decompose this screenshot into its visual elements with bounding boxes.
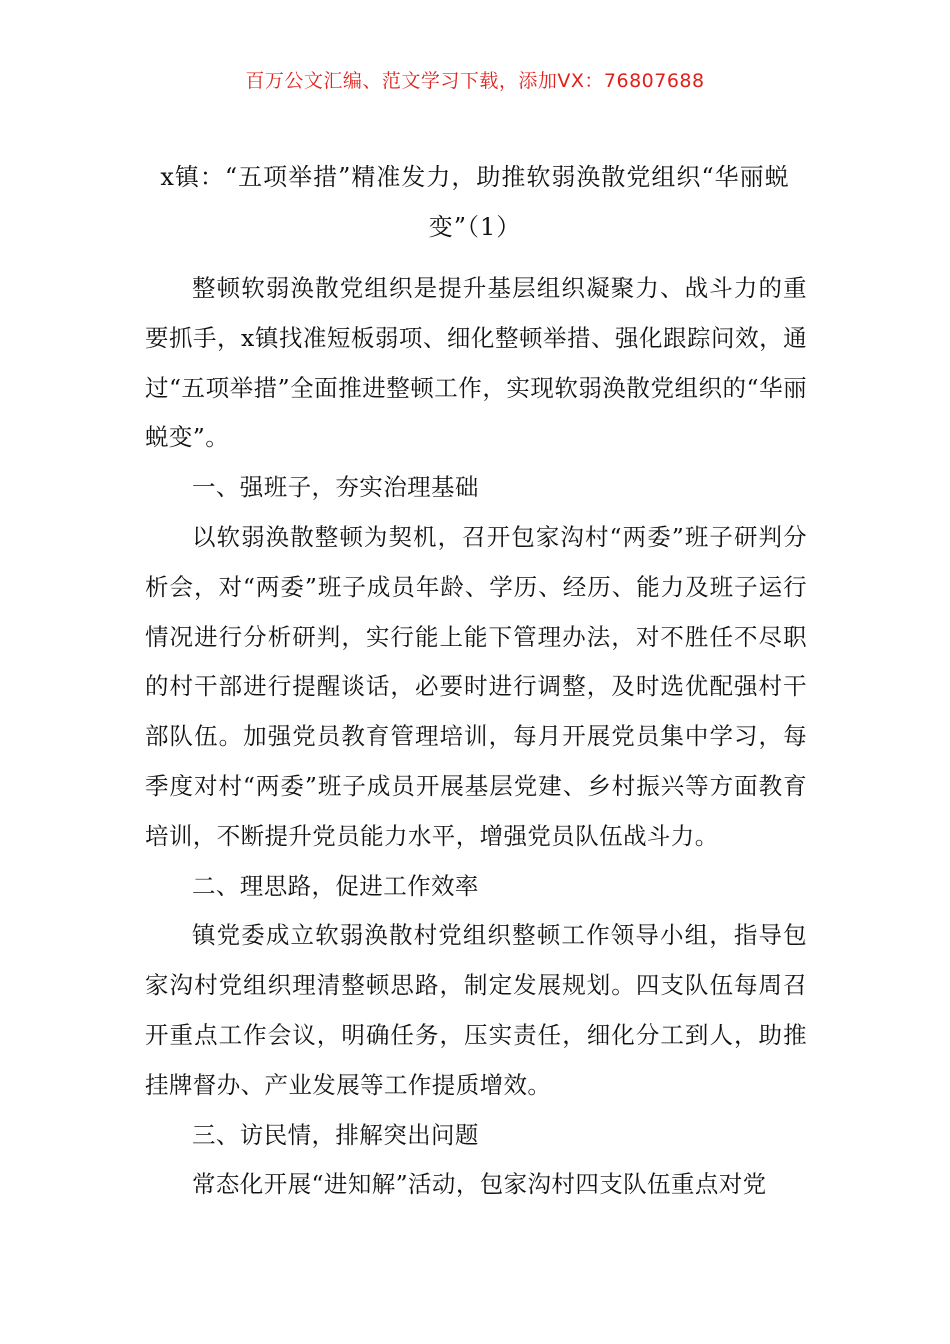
section-heading-2: 二、理思路，促进工作效率 xyxy=(192,871,479,900)
intro-paragraph: 整顿软弱涣散党组织是提升基层组织凝聚力、战斗力的重要抓手，x镇找准短板弱项、细化整顿举措、强化跟踪问效，通过“五项举措”全面推进整顿工作，实现软弱涣散党组织的“华丽蜕变”。 xyxy=(145,274,807,452)
header-banner: 百万公文汇编、范文学习下载，添加VX：76807688 xyxy=(245,70,705,92)
document-body xyxy=(145,264,807,1210)
section-1-paragraph: 以软弱涣散整顿为契机，召开包家沟村“两委”班子研判分析会，对“两委”班子成员年龄、学历、经历、能力及班子运行情况进行分析研判，实行能上能下管理办法，对不胜任不尽职的村干部进行提醒谈话，必要时进行调整，及时选优配强村干部队伍。加强党员教育管理培训，每月开展党员集中学习，每季度对村“两委”班子成员开展基层党建、乡村振兴等方面教育培训，不断提升党员能力水平，增强党员队伍战斗力。 xyxy=(145,522,807,850)
section-heading-3: 三、访民情，排解突出问题 xyxy=(192,1120,479,1149)
document-title: x镇：“五项举措”精准发力，助推软弱涣散党组织“华丽蜕变”（1） xyxy=(160,163,790,241)
section-3-paragraph: 常态化开展“进知解”活动，包家沟村四支队伍重点对党 xyxy=(192,1170,767,1199)
section-2-paragraph: 镇党委成立软弱涣散村党组织整顿工作领导小组，指导包家沟村党组织理清整顿思路，制定发展规划。四支队伍每周召开重点工作会议，明确任务，压实责任，细化分工到人，助推挂牌督办、产业发展等工作提质增效。 xyxy=(145,921,807,1099)
section-heading-1: 一、强班子，夯实治理基础 xyxy=(192,473,479,502)
